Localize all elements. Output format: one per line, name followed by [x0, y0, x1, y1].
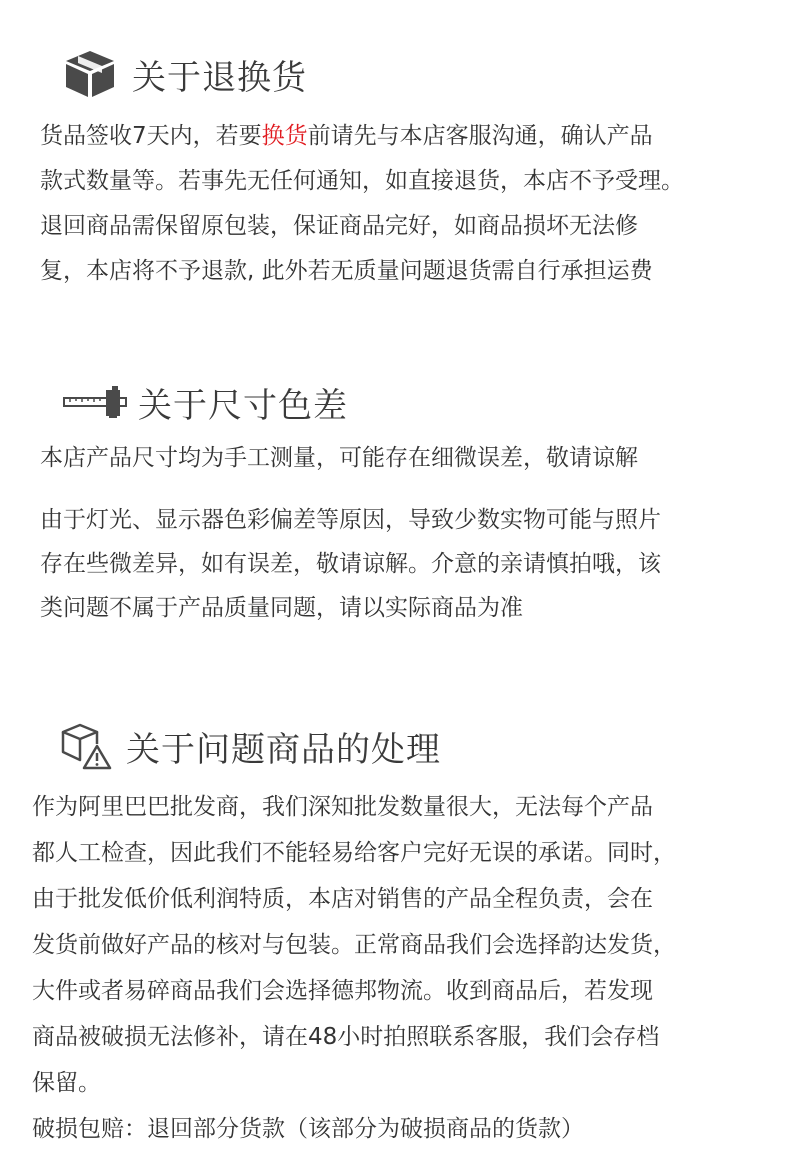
- problem-line-2: 都人工检查，因此我们不能轻易给客户完好无误的承诺。同时，: [32, 840, 676, 866]
- size-section: [0, 360, 790, 660]
- size-para2-line-2: 存在些微差异，如有误差，敬请谅解。介意的亲请慎拍哦，该: [40, 551, 661, 577]
- problem-line-6: 商品被破损无法修补，请在48小时拍照联系客服，我们会存档: [32, 1024, 660, 1050]
- size-para1-line-1: 本店产品尺寸均为手工测量，可能存在细微误差，敬请谅解: [40, 445, 638, 471]
- returns-line-2: 款式数量等。若事先无任何通知，如直接退货，本店不予受理。: [40, 168, 684, 194]
- problem-line-7: 保留。: [32, 1070, 101, 1096]
- problem-title: 关于问题商品的处理: [126, 729, 441, 770]
- size-title: 关于尺寸色差: [138, 385, 348, 426]
- problem-line-8: 破损包赔：退回部分货款（该部分为破损商品的货款）: [32, 1116, 584, 1142]
- returns-section: [0, 0, 790, 300]
- exchange-highlight: 换货: [261, 123, 308, 149]
- problem-section: [0, 700, 790, 1160]
- caliper-icon: [62, 384, 128, 420]
- size-heading: [62, 378, 348, 426]
- size-para2-line-3: 类问题不属于产品质量同题，请以实际商品为准: [40, 595, 523, 621]
- returns-line-4: 复，本店将不予退款, 此外若无质量问题退货需自行承担运费: [40, 258, 653, 284]
- returns-paragraph: [40, 114, 684, 294]
- size-paragraph-1: [40, 438, 638, 478]
- returns-heading: [64, 48, 307, 100]
- problem-line-1: 作为阿里巴巴批发商，我们深知批发数量很大，无法每个产品: [32, 794, 653, 820]
- problem-line-5: 大件或者易碎商品我们会选择德邦物流。收到商品后，若发现: [32, 978, 653, 1004]
- size-para2-line-1: 由于灯光、显示器色彩偏差等原因，导致少数实物可能与照片: [40, 507, 661, 533]
- returns-line-3: 退回商品需保留原包装，保证商品完好，如商品损坏无法修: [40, 213, 638, 239]
- package-box-icon: [64, 49, 116, 99]
- returns-title: 关于退换货: [132, 57, 307, 98]
- problem-heading: [60, 720, 441, 772]
- problem-line-3: 由于批发低价低利润特质，本店对销售的产品全程负责，会在: [32, 886, 653, 912]
- size-paragraph-2: [40, 498, 661, 630]
- returns-line-1: 货品签收7天内，若要换货前请先与本店客服沟通，确认产品: [40, 123, 653, 149]
- damaged-package-warning-icon: [60, 722, 112, 770]
- problem-line-4: 发货前做好产品的核对与包装。正常商品我们会选择韵达发货，: [32, 932, 676, 958]
- problem-paragraph: [32, 784, 676, 1152]
